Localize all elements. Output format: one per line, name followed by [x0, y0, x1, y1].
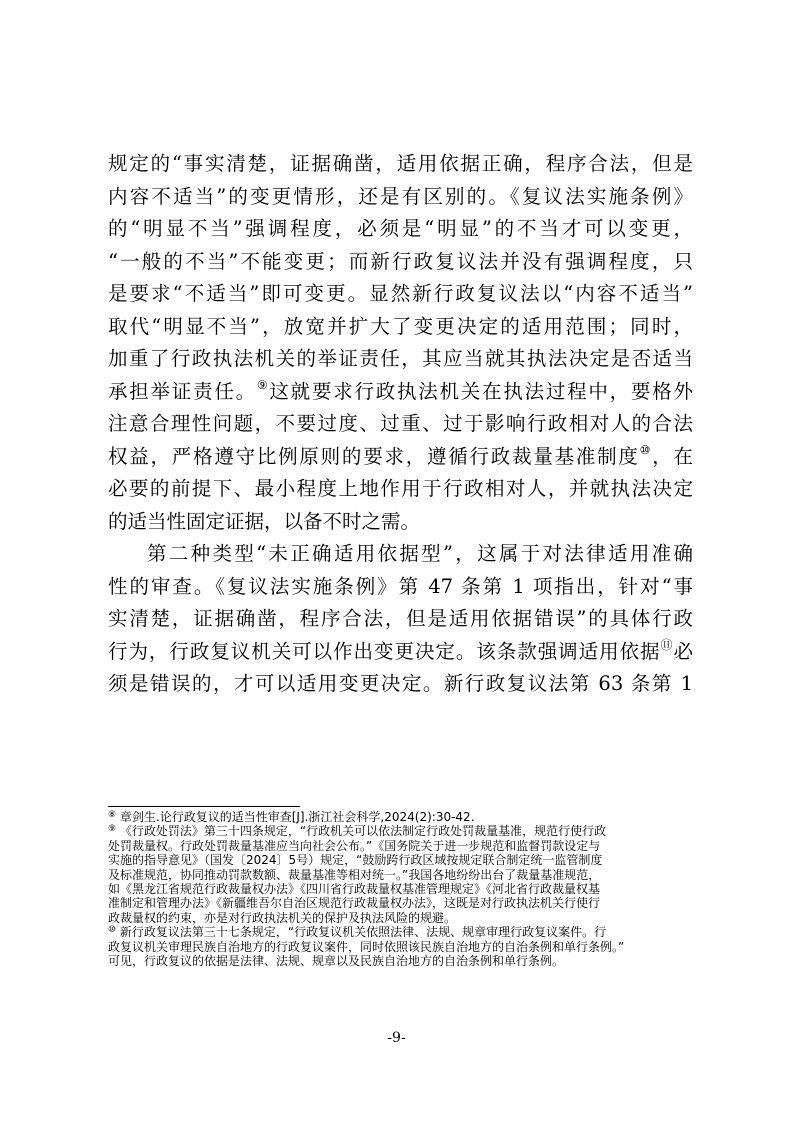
body-line: 必要的前提下、最小程度上地作用于行政相对人，并就执法决定 [108, 477, 693, 500]
footnote-line [108, 810, 698, 824]
page-number: -9- [387, 1030, 406, 1046]
footnote-reference[interactable]: ⑪ [660, 637, 674, 652]
body-line [108, 636, 693, 669]
footnote-line: 如《黑龙江省规范行政裁量权办法》《四川省行政裁量权基准管理规定》《河北省行政裁量权基 [108, 881, 601, 896]
footnote-line: 及标准规范，协同推动罚款数额、裁量基准等相对统一。”我国各地纷纷出台了裁量基准规范， [108, 867, 601, 882]
footnote-line [108, 925, 698, 939]
body-text-span: 权益，严格遵守比例原则的要求，遵循行政裁量基准制度 [108, 444, 640, 468]
body-line: 加重了行政执法机关的举证责任，其应当就其执法决定是否适当 [108, 347, 693, 370]
body-line: 的“明显不当”强调程度，必须是“明显”的不当才可以变更， [108, 217, 693, 240]
footnote-reference[interactable]: ⑩ [639, 442, 653, 457]
body-text-span: ，在 [652, 444, 693, 468]
footnote-separator [108, 806, 300, 807]
footnote-line: 处罚裁量权。行政处罚裁量基准应当向社会公布。”《国务院关于进一步规范和监督罚款设定与 [108, 838, 601, 853]
body-line: 取代“明显不当”，放宽并扩大了变更决定的适用范围；同时， [108, 314, 693, 338]
body-line: “一般的不当”不能变更；而新行政复议法并没有强调程度，只 [108, 249, 693, 273]
body-text-span: 承担举证责任。 [108, 379, 257, 403]
footnote-marker: ⑨ [108, 824, 117, 835]
footnote-line: 准制定和管理办法》《新疆维吾尔自治区规范行政裁量权办法》，这既是对行政执法机关行使行 [108, 896, 601, 911]
body-text [108, 148, 693, 701]
footnote-text: 新行政复议法第三十七条规定，“行政复议机关依照法律、法规、规章审理行政复议案件。行 [116, 925, 607, 940]
footnote-text: 章剑生.论行政复议的适当性审查[J].浙江社会科学,2024(2):30-42. [116, 810, 475, 824]
footnote-line: 可见，行政复议的依据是法律、法规、规章以及民族自治地方的自治条例和单行条例。 [108, 953, 565, 968]
body-line [108, 441, 693, 474]
body-line: 注意合理性问题，不要过度、过重、过于影响行政相对人的合法 [108, 412, 693, 435]
footnote-line: 政裁量权的约束，亦是对行政执法机关的保护及执法风险的规避。 [108, 910, 457, 925]
footnotes [108, 810, 698, 968]
footnote-marker: ⑩ [108, 925, 117, 936]
body-line: 实清楚，证据确凿，程序合法，但是适用依据错误”的具体行政 [108, 607, 693, 630]
body-line: 规定的“事实清楚，证据确凿，适用依据正确，程序合法，但是 [108, 152, 693, 175]
body-line: 是要求“不适当”即可变更。显然新行政复议法以“内容不适当” [108, 282, 693, 305]
body-text-span: 这就要求行政执法机关在执法过程中，要格外 [269, 379, 693, 403]
footnote-text: 《行政处罚法》第三十四条规定，“行政机关可以依法制定行政处罚裁量基准，规范行使行政 [116, 824, 607, 839]
body-line: 内容不适当”的变更情形，还是有区别的。《复议法实施条例》 [108, 184, 693, 208]
body-line: 须是错误的，才可以适用变更决定。新行政复议法第 63 条第 1 [108, 672, 693, 695]
body-line: 性的审查。《复议法实施条例》第 47 条第 1 项指出，针对“事 [108, 574, 693, 598]
footnote-marker: ⑧ [108, 810, 117, 820]
body-text-span: 行为，行政复议机关可以作出变更决定。该条款强调适用依据 [108, 639, 661, 663]
body-line [108, 376, 693, 409]
body-text-span: 必 [673, 639, 693, 663]
footnote-line: 实施的指导意见》（国发〔2024〕5号）规定，“鼓励跨行政区域按规定联合制定统一监管制度 [108, 853, 603, 868]
body-line: 第二种类型“未正确适用依据型”，这属于对法律适用准确 [147, 542, 693, 565]
body-line: 的适当性固定证据，以备不时之需。 [108, 509, 421, 533]
footnote-reference[interactable]: ⑨ [256, 377, 270, 392]
footnote-line [108, 824, 698, 838]
footnote-line: 政复议机关审理民族自治地方的行政复议案件，同时依照该民族自治地方的自治条例和单行条例。” [108, 939, 625, 954]
